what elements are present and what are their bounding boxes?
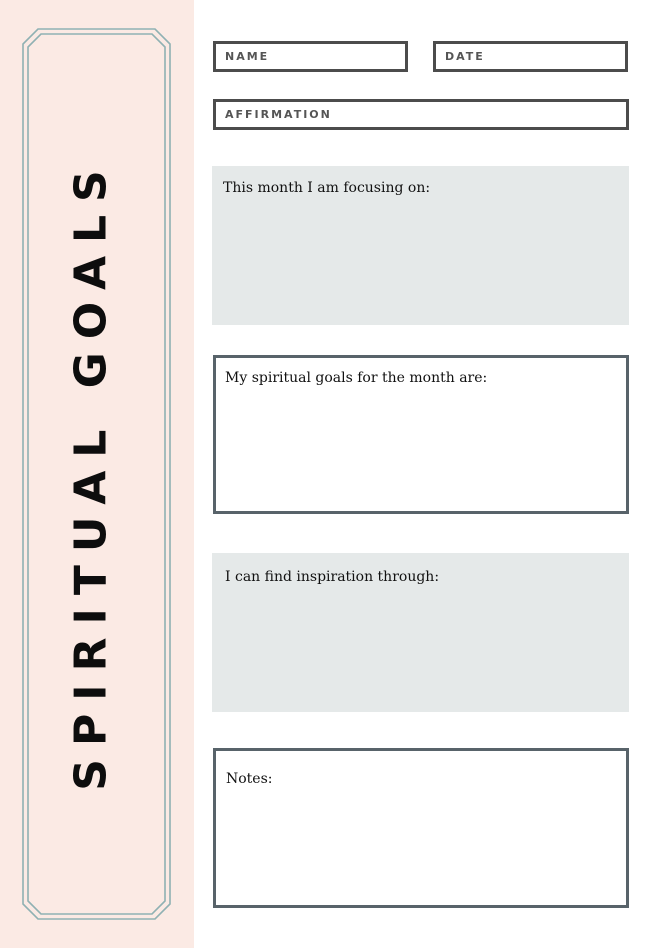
name-label: NAME [225, 50, 270, 63]
date-label: DATE [445, 50, 485, 63]
focus-prompt: This month I am focusing on: [223, 180, 431, 196]
goals-section[interactable] [213, 355, 629, 514]
page-title: SPIRITUAL GOALS [65, 157, 117, 791]
inspiration-section[interactable] [212, 553, 629, 712]
date-field[interactable] [433, 41, 628, 72]
goals-prompt: My spiritual goals for the month are: [225, 370, 488, 386]
name-field[interactable] [213, 41, 408, 72]
notes-section[interactable] [213, 748, 629, 908]
sidebar-panel [0, 0, 194, 948]
affirmation-label: AFFIRMATION [225, 108, 332, 121]
notes-prompt: Notes: [226, 771, 273, 787]
inspiration-prompt: I can find inspiration through: [225, 569, 440, 585]
focus-section[interactable] [212, 166, 629, 325]
affirmation-field[interactable] [213, 99, 629, 130]
